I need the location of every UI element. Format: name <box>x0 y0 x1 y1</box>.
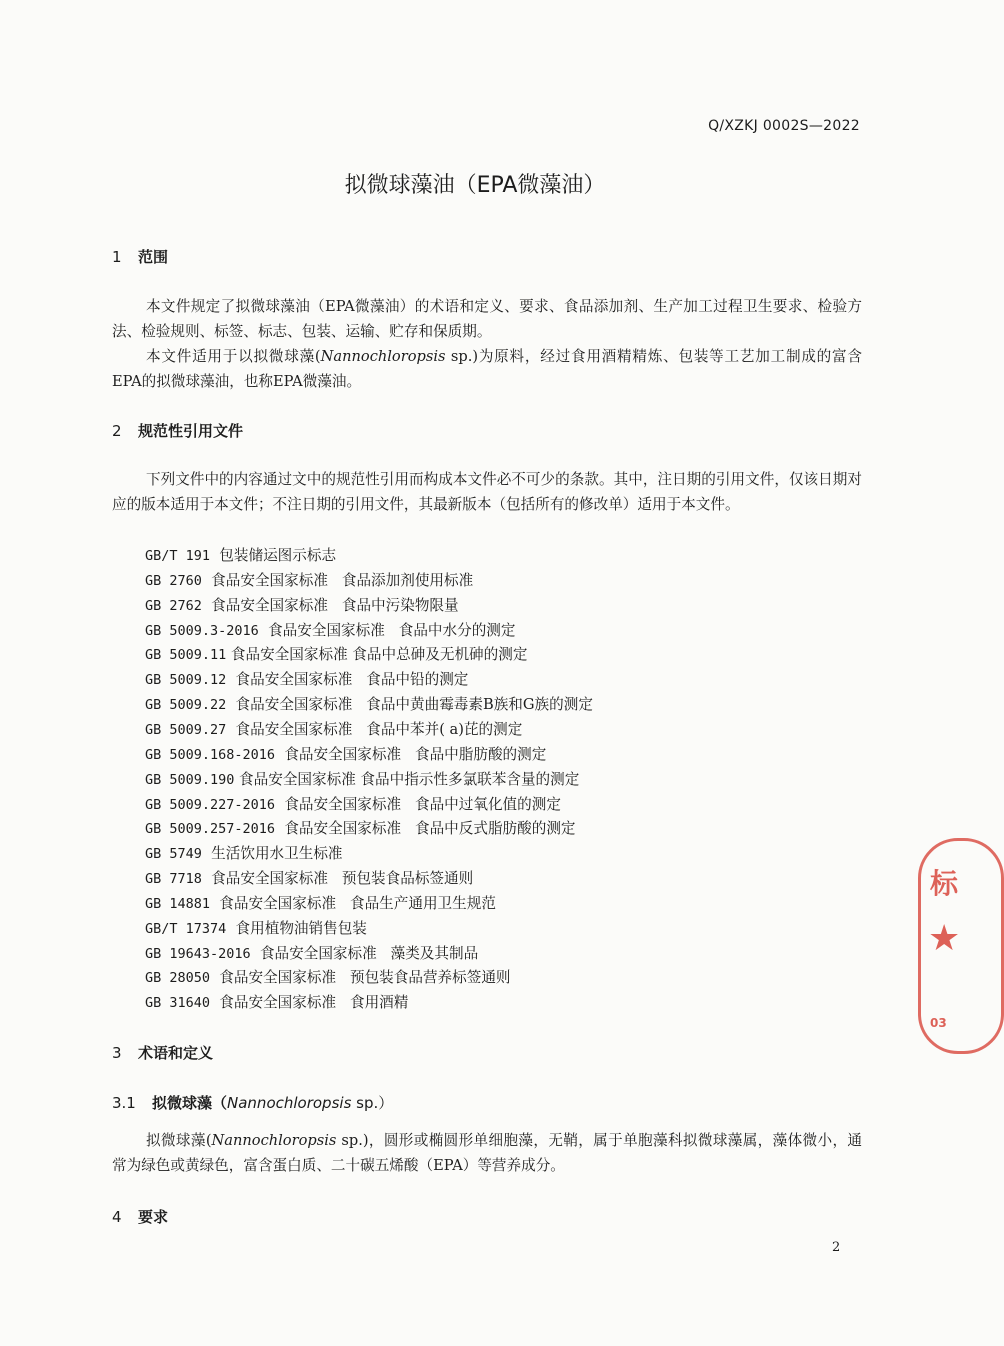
species-name: Nannochloropsis <box>211 1132 337 1149</box>
reference-title: 食品安全国家标准 食品中苯并( a)芘的测定 <box>226 720 523 738</box>
species-name: Nannochloropsis <box>320 348 446 365</box>
section-number: 4 <box>112 1208 122 1226</box>
references-intro: 下列文件中的内容通过文中的规范性引用而构成本文件必不可少的条款。其中，注日期的引用文件，仅该日期对应的版本适用于本文件；不注日期的引用文件，其最新版本（包括所有的修改单）适用于本文件。 <box>112 471 862 513</box>
reference-title: 食品安全国家标准 食品添加剂使用标准 <box>201 571 474 589</box>
section-title: 规范性引用文件 <box>138 422 244 440</box>
page-number: 2 <box>832 1240 841 1255</box>
reference-title: 食品安全国家标准 食品中反式脂肪酸的测定 <box>275 820 576 838</box>
definition-paragraph <box>112 1128 862 1178</box>
reference-item <box>145 966 511 987</box>
section-3-heading <box>112 1042 213 1063</box>
document-title: 拟微球藻油（EPA微藻油） <box>344 173 606 198</box>
text: 本文件适用于以拟微球藻( <box>146 348 321 365</box>
reference-item <box>145 917 367 938</box>
reference-code: GB 5749 <box>145 846 202 863</box>
seal-char: 标 <box>930 867 959 900</box>
text: sp.） <box>351 1094 394 1112</box>
reference-item <box>145 867 473 888</box>
reference-code: GB 5009.27 <box>145 721 227 738</box>
reference-code: GB 5009.257-2016 <box>145 821 276 838</box>
reference-title: 食品安全国家标准 食品中过氧化值的测定 <box>275 795 561 813</box>
text: sp.)，圆形或椭圆形单细胞藻，无鞘，属于单胞藻科拟微球藻属，藻体微小，通常为绿色或黄绿色，富含蛋白质、二十碳五烯酸（EPA）等营养成分。 <box>112 1132 862 1174</box>
reference-item <box>145 594 459 615</box>
reference-code: GB 5009.11 <box>145 647 227 664</box>
reference-item <box>145 544 336 565</box>
reference-title: 食品安全国家标准 食品中脂肪酸的测定 <box>275 745 547 763</box>
reference-item <box>145 643 527 664</box>
reference-item <box>145 991 408 1012</box>
reference-code: GB 28050 <box>145 970 211 987</box>
reference-title: 食品安全国家标准 食品中铅的测定 <box>226 671 469 689</box>
reference-code: GB 31640 <box>145 995 211 1012</box>
reference-code: GB 5009.22 <box>145 697 227 714</box>
reference-item <box>145 793 561 814</box>
document-code: Q/XZKJ 0002S—2022 <box>708 118 860 134</box>
reference-item <box>145 892 496 913</box>
section-title: 要求 <box>138 1208 169 1226</box>
text: 拟微球藻（ <box>152 1094 228 1112</box>
reference-title: 食品安全国家标准 食品中黄曲霉毒素B族和G族的测定 <box>226 696 593 714</box>
text: 拟微球藻( <box>146 1132 212 1149</box>
section-title: 范围 <box>138 248 169 266</box>
reference-item <box>145 693 593 714</box>
section-4-heading <box>112 1206 168 1227</box>
reference-title: 食品安全国家标准 食品中总砷及无机砷的测定 <box>226 646 528 664</box>
reference-item <box>145 569 473 590</box>
reference-item <box>145 942 478 963</box>
reference-item <box>145 817 576 838</box>
reference-code: GB 5009.3-2016 <box>145 622 259 639</box>
reference-title: 包装储运图示标志 <box>210 547 337 564</box>
section-number: 3 <box>112 1044 122 1062</box>
reference-title: 食品安全国家标准 预包装食品营养标签通则 <box>210 969 511 987</box>
reference-code: GB/T 17374 <box>145 920 227 937</box>
section-1-heading <box>112 246 168 267</box>
subsection-3-1-heading <box>112 1092 393 1113</box>
reference-title: 食品安全国家标准 食用酒精 <box>210 994 409 1012</box>
scope-paragraph-2 <box>112 344 862 394</box>
scope-paragraph-1: 本文件规定了拟微球藻油（EPA微藻油）的术语和定义、要求、食品添加剂、生产加工过程卫生要求、检验方法、检验规则、标签、标志、包装、运输、贮存和保质期。 <box>112 298 862 340</box>
reference-title: 食品安全国家标准 预包装食品标签通则 <box>201 870 474 888</box>
reference-title: 生活饮用水卫生标准 <box>201 845 343 863</box>
reference-item <box>145 842 343 863</box>
section-2-heading <box>112 420 243 441</box>
reference-title: 食品安全国家标准 食品生产通用卫生规范 <box>210 894 496 912</box>
reference-code: GB 5009.168-2016 <box>145 746 276 763</box>
reference-title: 食用植物油销售包装 <box>226 919 367 937</box>
seal-star-icon: ★ <box>928 918 961 959</box>
reference-code: GB/T 191 <box>145 548 211 564</box>
reference-item <box>145 619 516 640</box>
text: sp.)为原料，经过食用酒精精炼、包装等工艺加工制成的富含EPA的拟微球藻油，也称EPA微藻油。 <box>112 348 862 390</box>
reference-code: GB 7718 <box>145 871 202 888</box>
reference-code: GB 2760 <box>145 572 202 589</box>
seal-number: 03 <box>930 1016 947 1030</box>
reference-code: GB 2762 <box>145 597 202 614</box>
section-title: 术语和定义 <box>138 1044 214 1062</box>
reference-title: 食品安全国家标准 食品中水分的测定 <box>258 621 516 639</box>
reference-item <box>145 768 579 789</box>
species-name: Nannochloropsis <box>227 1094 352 1112</box>
subsection-number: 3.1 <box>112 1094 136 1112</box>
reference-item <box>145 668 468 689</box>
reference-item <box>145 743 546 764</box>
reference-code: GB 5009.227-2016 <box>145 796 276 813</box>
reference-code: GB 5009.190 <box>145 771 235 788</box>
reference-item <box>145 718 522 739</box>
reference-title: 食品安全国家标准 食品中污染物限量 <box>201 596 459 614</box>
reference-code: GB 5009.12 <box>145 672 227 689</box>
section-number: 1 <box>112 248 122 266</box>
reference-code: GB 14881 <box>145 895 211 912</box>
section-number: 2 <box>112 422 122 440</box>
reference-code: GB 19643-2016 <box>145 945 251 962</box>
reference-title: 食品安全国家标准 食品中指示性多氯联苯含量的测定 <box>234 770 580 788</box>
reference-title: 食品安全国家标准 藻类及其制品 <box>250 944 479 962</box>
